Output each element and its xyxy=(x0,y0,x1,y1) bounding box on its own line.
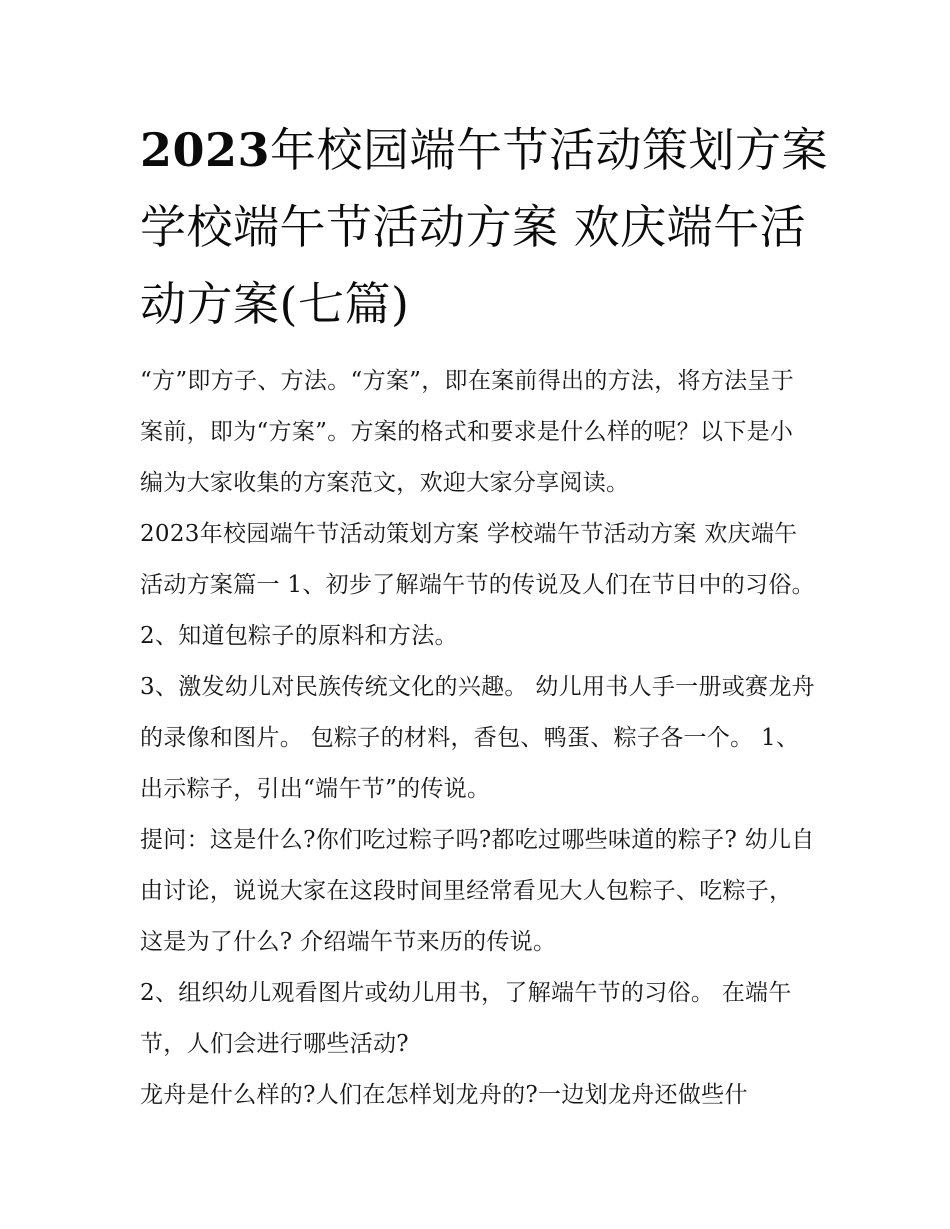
document-title xyxy=(140,112,830,343)
paragraph-intro: “方”即方子、方法。“方案”，即在案前得出的方法，将方法呈于案前，即为“方案”。方案的格式和要求是什么样的呢？以下是小编为大家收集的方案范文，欢迎大家分享阅读。 xyxy=(140,368,795,496)
title-year: 2023 xyxy=(140,123,271,177)
document-body xyxy=(140,356,815,1121)
paragraph-materials: 3、激发幼儿对民族传统文化的兴趣。 幼儿用书人手一册或赛龙舟的录像和图片。 包粽子的材料，香包、鸭蛋、粽子各一个。 1、出示粽子，引出“端午节”的传说。 xyxy=(140,674,815,802)
title-text: 年校园端午节活动策划方案 学校端午节活动方案 欢庆端午活动方案(七篇) xyxy=(140,123,829,331)
paragraph-questions: 提问：这是什么?你们吃过粽子吗?都吃过哪些味道的粽子? 幼儿自由讨论，说说大家在这段时间里经常看见大人包粽子、吃粽子，这是为了什么? 介绍端午节来历的传说。 xyxy=(140,827,815,955)
paragraph-plan-one: 2023年校园端午节活动策划方案 学校端午节活动方案 欢庆端午活动方案篇一 1、初步了解端午节的传说及人们在节日中的习俗。 2、知道包粽子的原料和方法。 xyxy=(140,521,815,649)
paragraph-dragon-boat: 龙舟是什么样的?人们在怎样划龙舟的?一边划龙舟还做些什 xyxy=(140,1082,748,1108)
paragraph-customs: 2、组织幼儿观看图片或幼儿用书，了解端午节的习俗。 在端午节，人们会进行哪些活动? xyxy=(140,980,792,1057)
